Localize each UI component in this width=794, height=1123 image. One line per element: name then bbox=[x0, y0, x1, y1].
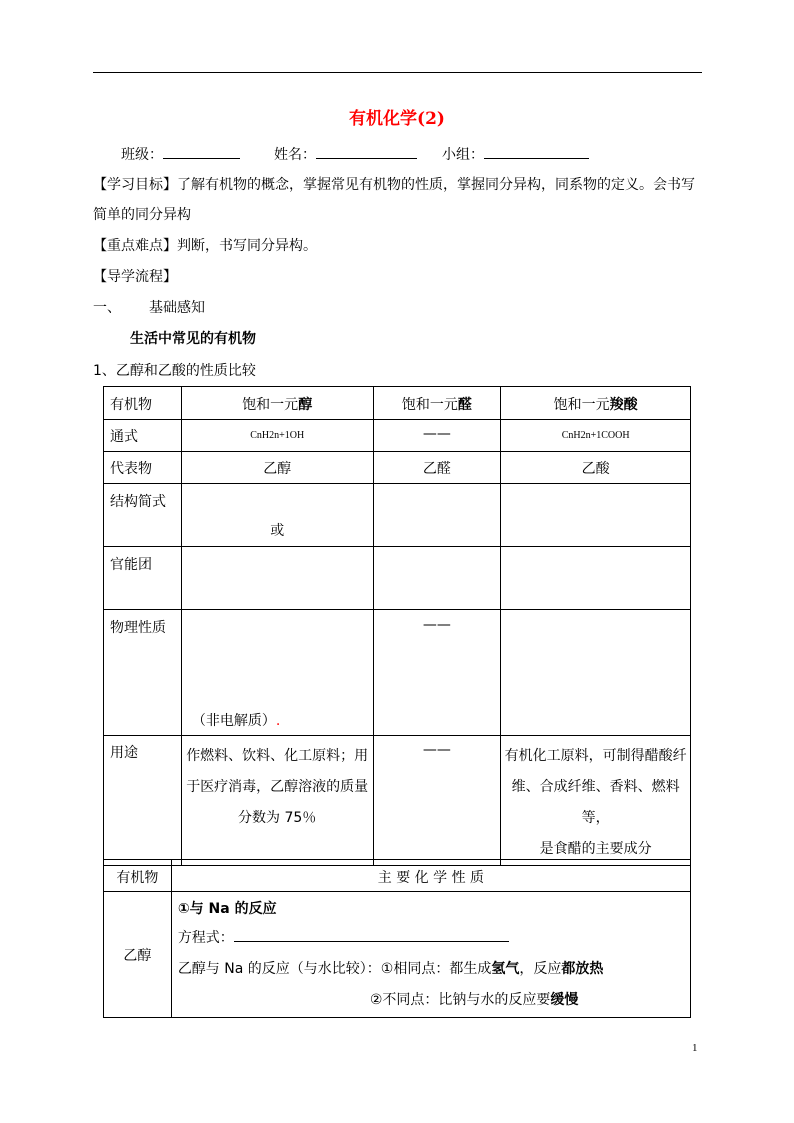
name-blank[interactable] bbox=[316, 144, 417, 159]
header-text: 饱和一元 bbox=[401, 397, 458, 413]
learning-goal bbox=[93, 176, 713, 194]
header-cell: 有机物 bbox=[104, 387, 182, 420]
row-label: 通式 bbox=[104, 420, 182, 452]
compare-line bbox=[178, 954, 690, 985]
header-cell bbox=[501, 387, 691, 420]
table-cell: 乙酸 bbox=[501, 452, 691, 484]
use-line: 维、合成纤维、香料、燃料等， bbox=[511, 779, 680, 826]
chemical-properties-table bbox=[103, 859, 691, 1018]
row-label: 乙醇 bbox=[104, 892, 172, 1018]
section-1-num: 一、 bbox=[93, 300, 121, 316]
table-cell bbox=[181, 736, 373, 866]
group-field bbox=[442, 144, 589, 164]
table-row bbox=[104, 736, 691, 866]
compare-bold-1: 氢气 bbox=[491, 961, 520, 977]
goal-tag: 【学习目标】 bbox=[93, 177, 177, 193]
table-cell: CnH2n+1OH bbox=[181, 420, 373, 452]
table-cell[interactable] bbox=[501, 484, 691, 547]
table-cell: —— bbox=[373, 736, 501, 866]
table-cell bbox=[501, 736, 691, 866]
item-1: 1、乙醇和乙酸的性质比较 bbox=[93, 363, 256, 379]
row-label: 物理性质 bbox=[104, 610, 182, 736]
key-tag: 【重点难点】 bbox=[93, 238, 177, 254]
table-cell[interactable] bbox=[181, 547, 373, 610]
table-cell[interactable] bbox=[501, 610, 691, 736]
equation-line bbox=[178, 923, 690, 954]
table-row bbox=[104, 484, 691, 547]
use-line: 作燃料、饮料、化工原料；用 bbox=[186, 748, 369, 764]
key-points bbox=[93, 237, 317, 255]
table-cell: 乙醇 bbox=[181, 452, 373, 484]
table-cell bbox=[171, 892, 690, 1018]
section-1-title: 基础感知 bbox=[149, 300, 205, 316]
header-bold: 羧酸 bbox=[609, 397, 638, 413]
group-label: 小组： bbox=[442, 147, 484, 163]
table-cell[interactable] bbox=[373, 484, 501, 547]
name-label: 姓名： bbox=[274, 147, 316, 163]
table-cell: 或 bbox=[181, 484, 373, 547]
row-label: 结构简式 bbox=[104, 484, 182, 547]
header-text: 饱和一元 bbox=[553, 397, 610, 413]
header-cell: 有机物 bbox=[104, 860, 172, 892]
name-field bbox=[274, 144, 417, 164]
header-rule bbox=[93, 72, 702, 73]
table-cell: CnH2n+1COOH bbox=[501, 420, 691, 452]
difference-line bbox=[178, 985, 690, 1016]
header-bold: 醇 bbox=[298, 397, 313, 413]
equation-blank[interactable] bbox=[234, 927, 509, 942]
table-cell: —— bbox=[373, 610, 501, 736]
use-line: 于医疗消毒，乙醇溶液的质量 bbox=[186, 779, 369, 795]
table-row bbox=[104, 610, 691, 736]
non-electrolyte-note: （非电解质） bbox=[191, 713, 276, 729]
use-line: 是食醋的主要成分 bbox=[539, 841, 652, 857]
table-cell[interactable] bbox=[373, 547, 501, 610]
compare-text: 乙醇与 Na 的反应（与水比较）：①相同点：都生成 bbox=[177, 961, 492, 977]
use-line: 有机化工原料，可制得醋酸纤 bbox=[504, 748, 687, 764]
page-title: 有机化学(2) bbox=[349, 109, 445, 129]
table-cell: —— bbox=[373, 420, 501, 452]
class-field bbox=[121, 144, 240, 164]
page-number: 1 bbox=[692, 1042, 698, 1054]
table-row bbox=[104, 420, 691, 452]
goal-text-1: 了解有机物的概念，掌握常见有机物的性质，掌握同分异构，同系物的定义。会书写 bbox=[177, 177, 695, 193]
compare-bold-2: 都放热 bbox=[561, 961, 604, 977]
table-cell bbox=[181, 610, 373, 736]
red-mark: . bbox=[275, 713, 281, 729]
row-label: 官能团 bbox=[104, 547, 182, 610]
subheading: 生活中常见的有机物 bbox=[130, 331, 256, 347]
compare-text-2: ，反应 bbox=[519, 961, 562, 977]
header-cell bbox=[181, 387, 373, 420]
header-text: 饱和一元 bbox=[242, 397, 299, 413]
class-blank[interactable] bbox=[163, 144, 240, 159]
header-bold: 醛 bbox=[457, 397, 472, 413]
table-row bbox=[104, 452, 691, 484]
row-label: 用途 bbox=[104, 736, 182, 866]
header-cell bbox=[373, 387, 501, 420]
comparison-table bbox=[103, 386, 691, 866]
difference-text: ②不同点：比钠与水的反应要 bbox=[369, 992, 551, 1008]
table-cell[interactable] bbox=[501, 547, 691, 610]
table-cell: 乙醛 bbox=[373, 452, 501, 484]
header-cell: 主 要 化 学 性 质 bbox=[171, 860, 690, 892]
reaction-title: ①与 Na 的反应 bbox=[177, 901, 277, 917]
table-row bbox=[104, 387, 691, 420]
difference-bold: 缓慢 bbox=[550, 992, 579, 1008]
row-label: 代表物 bbox=[104, 452, 182, 484]
flow-heading: 【导学流程】 bbox=[93, 269, 177, 285]
goal-text-2: 简单的同分异构 bbox=[93, 207, 191, 223]
equation-label: 方程式： bbox=[177, 930, 234, 946]
table-row bbox=[104, 860, 691, 892]
key-text: 判断，书写同分异构。 bbox=[177, 238, 317, 254]
group-blank[interactable] bbox=[484, 144, 589, 159]
table-row bbox=[104, 892, 691, 1018]
class-label: 班级： bbox=[121, 147, 163, 163]
use-line: 分数为 75％ bbox=[238, 810, 317, 826]
table-row bbox=[104, 547, 691, 610]
